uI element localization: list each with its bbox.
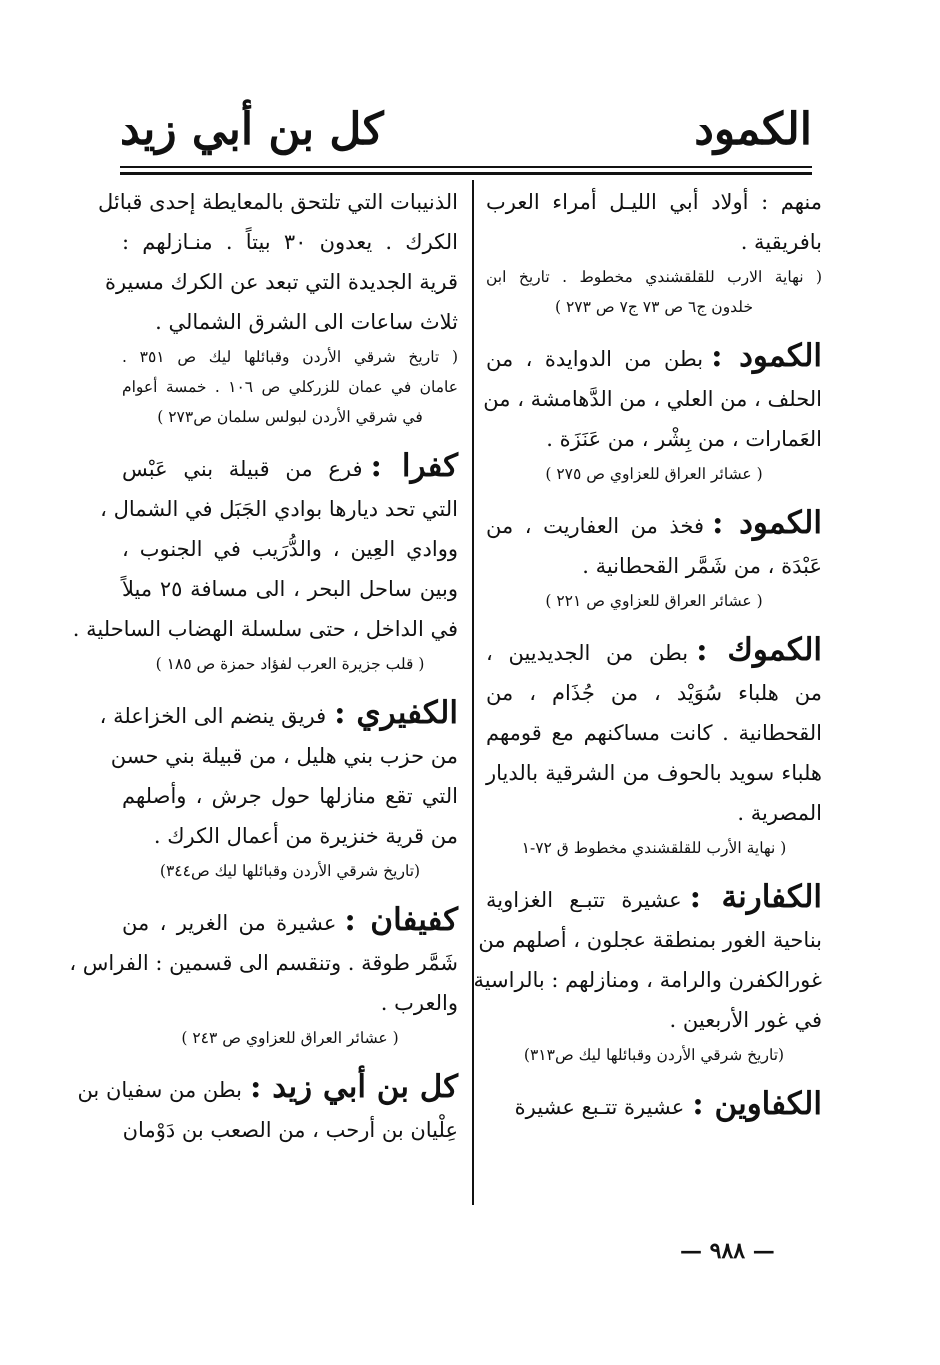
entry-text-line: هلباء سويد بالحوف من الشرقية بالديار [486, 761, 822, 785]
entry-term: الكمود : [711, 338, 823, 374]
entry-text-line: من هلباء سُوَيْد ، من جُذَام ، من [486, 681, 822, 705]
entry-text-line: في غور الأربعين . [669, 1008, 822, 1032]
entry-text-line: ووادي العِين ، والدُّرَيب في الجنوب ، [122, 537, 458, 561]
header-rule-thick [120, 172, 812, 175]
column-divider [472, 180, 474, 1205]
reference-line: خلدون ج٦ ص ٧٣ ج٧ ص ٢٧٣ ) [554, 298, 754, 316]
entry-text-line: العَمارات ، من بِشْر ، من عَنَزَة . [546, 427, 822, 451]
entry-text-line: بافريقية . [740, 230, 822, 254]
entry-text-line: غورالكفرن والرامة ، ومنازلهم : بالراسية [473, 968, 822, 992]
entry-term: الكفيري : [334, 695, 458, 731]
page-number: — ٩٨٨ — [680, 1238, 775, 1264]
entry-text-line: ثلاث ساعات الى الشرق الشمالي . [155, 310, 458, 334]
reference-line: ( عشائر العراق للعزاوي ص ٢٤٣ ) [181, 1029, 399, 1047]
entry-text-line: عِلْيان بن أرحب ، من الصعب بن دَوْمان [122, 1118, 458, 1142]
entry-text: بطن من الجديديين ، [486, 641, 689, 665]
reference-line: ( قلب جزيرة العرب لفؤاد حمزة ص ١٨٥ ) [155, 655, 425, 673]
entry-text-line: منهم : أولاد أبي الليـل أمراء العرب [486, 190, 822, 214]
reference-line: (تاريخ شرقي الأردن وقبائلها ليك ص٣٤٤) [159, 862, 421, 880]
entry-text-line: في الداخل ، حتى سلسلة الهضاب الساحلية . [72, 617, 458, 641]
entry-text-line: الذنيبات التي تلتحق بالمعايطة إحدى قبائل [97, 190, 458, 214]
entry-term: كفرا : [370, 448, 458, 484]
entry-alkumud-1 [483, 336, 823, 489]
entry-kafra [72, 446, 458, 679]
entry-text-line: التي تحد ديارها بوادي الجَبَل في الشمال ، [100, 497, 458, 521]
entry-text-line: المصرية . [737, 801, 822, 825]
reference-line: في شرقي الأردن لبولس سلمان ص٢٧٣ ) [157, 408, 423, 426]
entry-alkafarina [473, 877, 823, 1070]
reference-line: ( نهاية الارب للقلقشندي مخطوط . تاريخ ابن [486, 268, 822, 286]
entry-alkumud-2 [486, 503, 822, 616]
entry-text-line: عَبْدَة ، من شَمَّر القحطانية . [582, 554, 822, 578]
header-rule-thin [120, 166, 812, 168]
entry-text: بطن من الدوايدة ، من [486, 347, 704, 371]
entry-kufaifan [69, 900, 458, 1053]
reference-line: ( عشائر العراق للعزاوي ص ٢٧٥ ) [545, 465, 763, 483]
entry-term: الكفارنة : [689, 879, 823, 915]
reference-line: ( عشائر العراق للعزاوي ص ٢٢١ ) [545, 592, 763, 610]
entry-text: عشيرة من الغرير ، من [122, 911, 337, 935]
reference-line: عامان في عمان للزركلي ص ١٠٦ . خمسة أعوام [122, 378, 459, 396]
running-header-left: كل بن أبي زيد [120, 104, 384, 155]
entry-term: الكمود : [711, 505, 822, 541]
entry-text: فخذ من العفاريت ، من [486, 514, 704, 538]
entry-text-line: بناحية الغور بمنطقة عجلون ، أصلهم من [478, 928, 822, 952]
entry-text: فريق ينضم الى الخزاعلة ، [99, 704, 327, 728]
entry-text: عشيرة تتبـع الغزاوية [486, 888, 682, 912]
reference-line: ( نهاية الأرب للقلقشندي مخطوط ق ٧٢-١ [521, 839, 787, 857]
entry-text-line: الحلف ، من العلي ، من الدَّهامشة ، من [483, 387, 822, 411]
right-column [473, 182, 823, 1141]
entry-alkafawin [486, 1084, 822, 1127]
running-header-right: الكمود [694, 104, 812, 155]
entry-text-line: وبين ساحل البحر ، الى مسافة ٢٥ ميلاً [122, 577, 458, 601]
entry-alkumuk [486, 630, 822, 863]
reference-line: ( تاريخ شرقي الأردن وقبائلها ليك ص ٣٥١ . [122, 348, 458, 366]
entry-text-line: من حزب بني هليل ، من قبيلة بني حسن [110, 744, 458, 768]
entry-text: فرع من قبيلة بني عَبْس [122, 457, 363, 481]
entry-term: كفيفان : [344, 902, 458, 938]
entry-text-line: والعرب . [380, 991, 458, 1015]
entry-text-line: من قرية خنزيرة من أعمال الكرك . [153, 824, 458, 848]
entry-text-line: القحطانية . كانت مساكنهم مع قومهم [486, 721, 822, 745]
entry-term: الكفاوين : [692, 1086, 822, 1122]
left-column [69, 182, 459, 1164]
entry-text-line: قرية الجديدة التي تبعد عن الكرك مسيرة [104, 270, 458, 294]
reference-line: (تاريخ شرقي الأردن وقبائلها ليك ص٣١٣) [523, 1046, 785, 1064]
entry-kul-bin-abi-zaid [77, 1067, 458, 1150]
entry-text: عشيرة تتـبع عشيرة [514, 1095, 685, 1119]
entry-text-line: التي تقع منازلها حول جرش ، وأصلهم [122, 784, 458, 808]
entry-text-line: شَمَّر طوقة . وتنقسم الى قسمين : الفراس ، [69, 951, 458, 975]
entry-continued [486, 182, 822, 322]
entry-term: الكموك : [696, 632, 822, 668]
entry-text-line: الكرك . يعدون ٣٠ بيتاً . منـازلهم : [122, 230, 458, 254]
entry-term: كل بن أبي زيد : [249, 1069, 458, 1105]
entry-text: بطن من سفيان بن [77, 1078, 242, 1102]
entry-continued [97, 182, 459, 432]
entry-alkufairi [99, 693, 458, 886]
